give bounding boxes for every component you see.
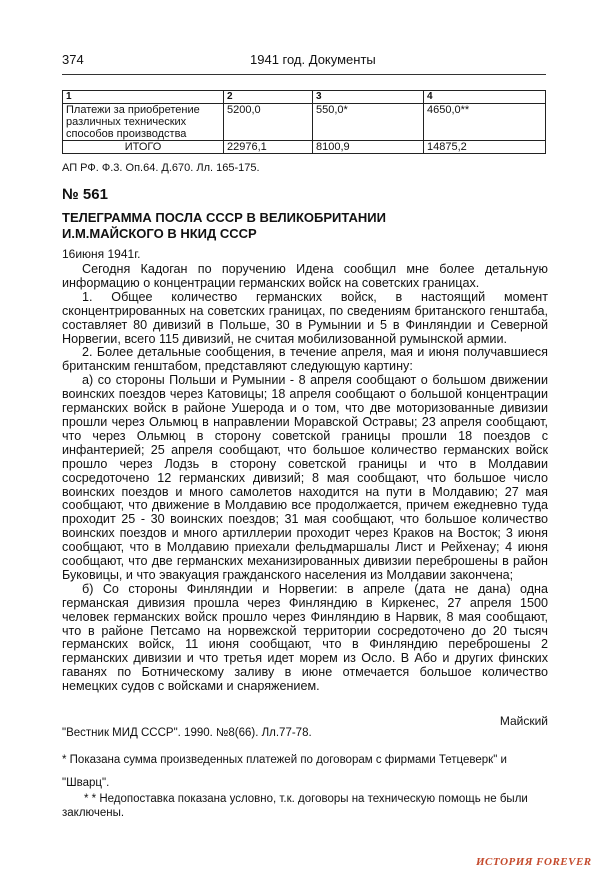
body-paragraph: б) Со стороны Финляндии и Норвегии: в апреле (дата не дана) одна германская дивизия прошла через Финляндию в Киркенес, 27 апреля 1500 человек германских войск прошло через Финляндию в Нарвик, 8 мая сообщают, что в районе Петсамо на норвежской территории сосредоточено до 20 тысяч германских войск, 11 июня сообщают, что в Финляндию переброшены 2 германских дивизии и что третья идет морем из Осло. В Або и других финских гаванях по Ботническому заливу в июне отмечается большое количество немецких судов с войсками и снаряжением. [62,581,548,694]
footnote-1: * Показана сумма произведенных платежей по договорам с фирмами Тетцеверк" и "Шварц". [62,754,507,789]
col-header-3: 3 [313,91,424,104]
row-value-col2: 5200,0 [224,104,313,141]
row-label-cell [63,104,224,141]
page-number: 374 [62,52,84,67]
row-label-line: различных технических [66,116,187,128]
row-label-line: способов производства [66,128,187,140]
title-line-1: ТЕЛЕГРАММА ПОСЛА СССР В ВЕЛИКОБРИТАНИИ [62,210,386,225]
total-col4: 14875,2 [424,141,546,154]
table-header-row [63,91,546,104]
document-number: № 561 [62,186,108,203]
total-col2: 22976,1 [224,141,313,154]
document-title [62,210,542,242]
running-head: 1941 год. Документы [250,52,376,67]
source-citation-bottom: "Вестник МИД СССР". 1990. №8(66). Лл.77-78. [62,727,312,739]
body-paragraph: 1. Общее количество германских войск, в настоящий момент сконцентрированных на советских границах, по сведениям британского генштаба, составляет 80 дивизий в Польше, 30 в Румынии и 5 в Финляндии и Северной Норвегии, всего 115 дивизий, не считая мобилизованной румынской армии. [62,289,548,346]
body-paragraph: Сегодня Кадоган по поручению Идена сообщил мне более детальную информацию о концентрации германских войск на советских границах. [62,262,548,290]
row-label-line: Платежи за приобретение [66,104,200,116]
page-header [62,52,542,72]
total-label: ИТОГО [63,141,224,154]
col-header-4: 4 [424,91,546,104]
col-header-1: 1 [63,91,224,104]
total-col3: 8100,9 [313,141,424,154]
body-paragraph: 2. Более детальные сообщения, в течение апреля, мая и июня получавшиеся британским генштабом, представляют следующую картину: [62,345,548,374]
source-citation-top: АП РФ. Ф.3. Оп.64. Д.670. Лл. 165-175. [62,162,260,174]
footnote-2: * * Недопоставка показана условно, т.к. договоры на техническую помощь не были заключены. [62,793,528,819]
table-total-row [63,141,546,154]
table-row [63,104,546,141]
row-value-col3: 550,0* [313,104,424,141]
title-line-2: И.М.МАЙСКОГО В НКИД СССР [62,226,257,241]
signature: Майский [499,714,548,728]
row-value-col4: 4650,0** [424,104,546,141]
document-date: 16июня 1941г. [62,247,141,261]
payments-table [62,90,546,154]
col-header-2: 2 [224,91,313,104]
body-paragraph: а) со стороны Польши и Румынии - 8 апреля сообщают о большом движении воинских поездов через Катовицы; 18 апреля сообщают о большой концентрации германских войск в районе Ушерода и о том, что две моторизованные дивизии прошли через Ольмюц в направлении Моравской Остравы; 23 апреля сообщают, что через Ольмюц в сторону советской границы прошли 18 поездов с инфантерией; 25 апреля сообщают, что большое количество германских войск прошло через Лодзь в сторону советской границы и что в Молдавии сосредоточено 12 германских дивизий; 8 мая сообщают, что большое число воинских поездов и много самолетов находится на пути в Молдавию; 27 мая сообщают, что движение в Молдавию все продолжается, причем ежедневно туда проходит 25 - 30 воинских поездов; 31 мая сообщают, что большое количество воинских поездов и много артиллерии проходит через Краков на Восток; 3 июня сообщают, что в Молдавию приехали фельдмаршалы Лист и Рейхенау; 4 июня сообщают, что две германских механизированных дивизии переброшены в район Буковицы, и что эвакуация гражданского населения из Молдавии закончена; [62,373,548,582]
header-rule [62,74,546,75]
document-body [62,263,548,694]
watermark-logo: ИСТОРИЯ FOREVER [476,856,592,868]
